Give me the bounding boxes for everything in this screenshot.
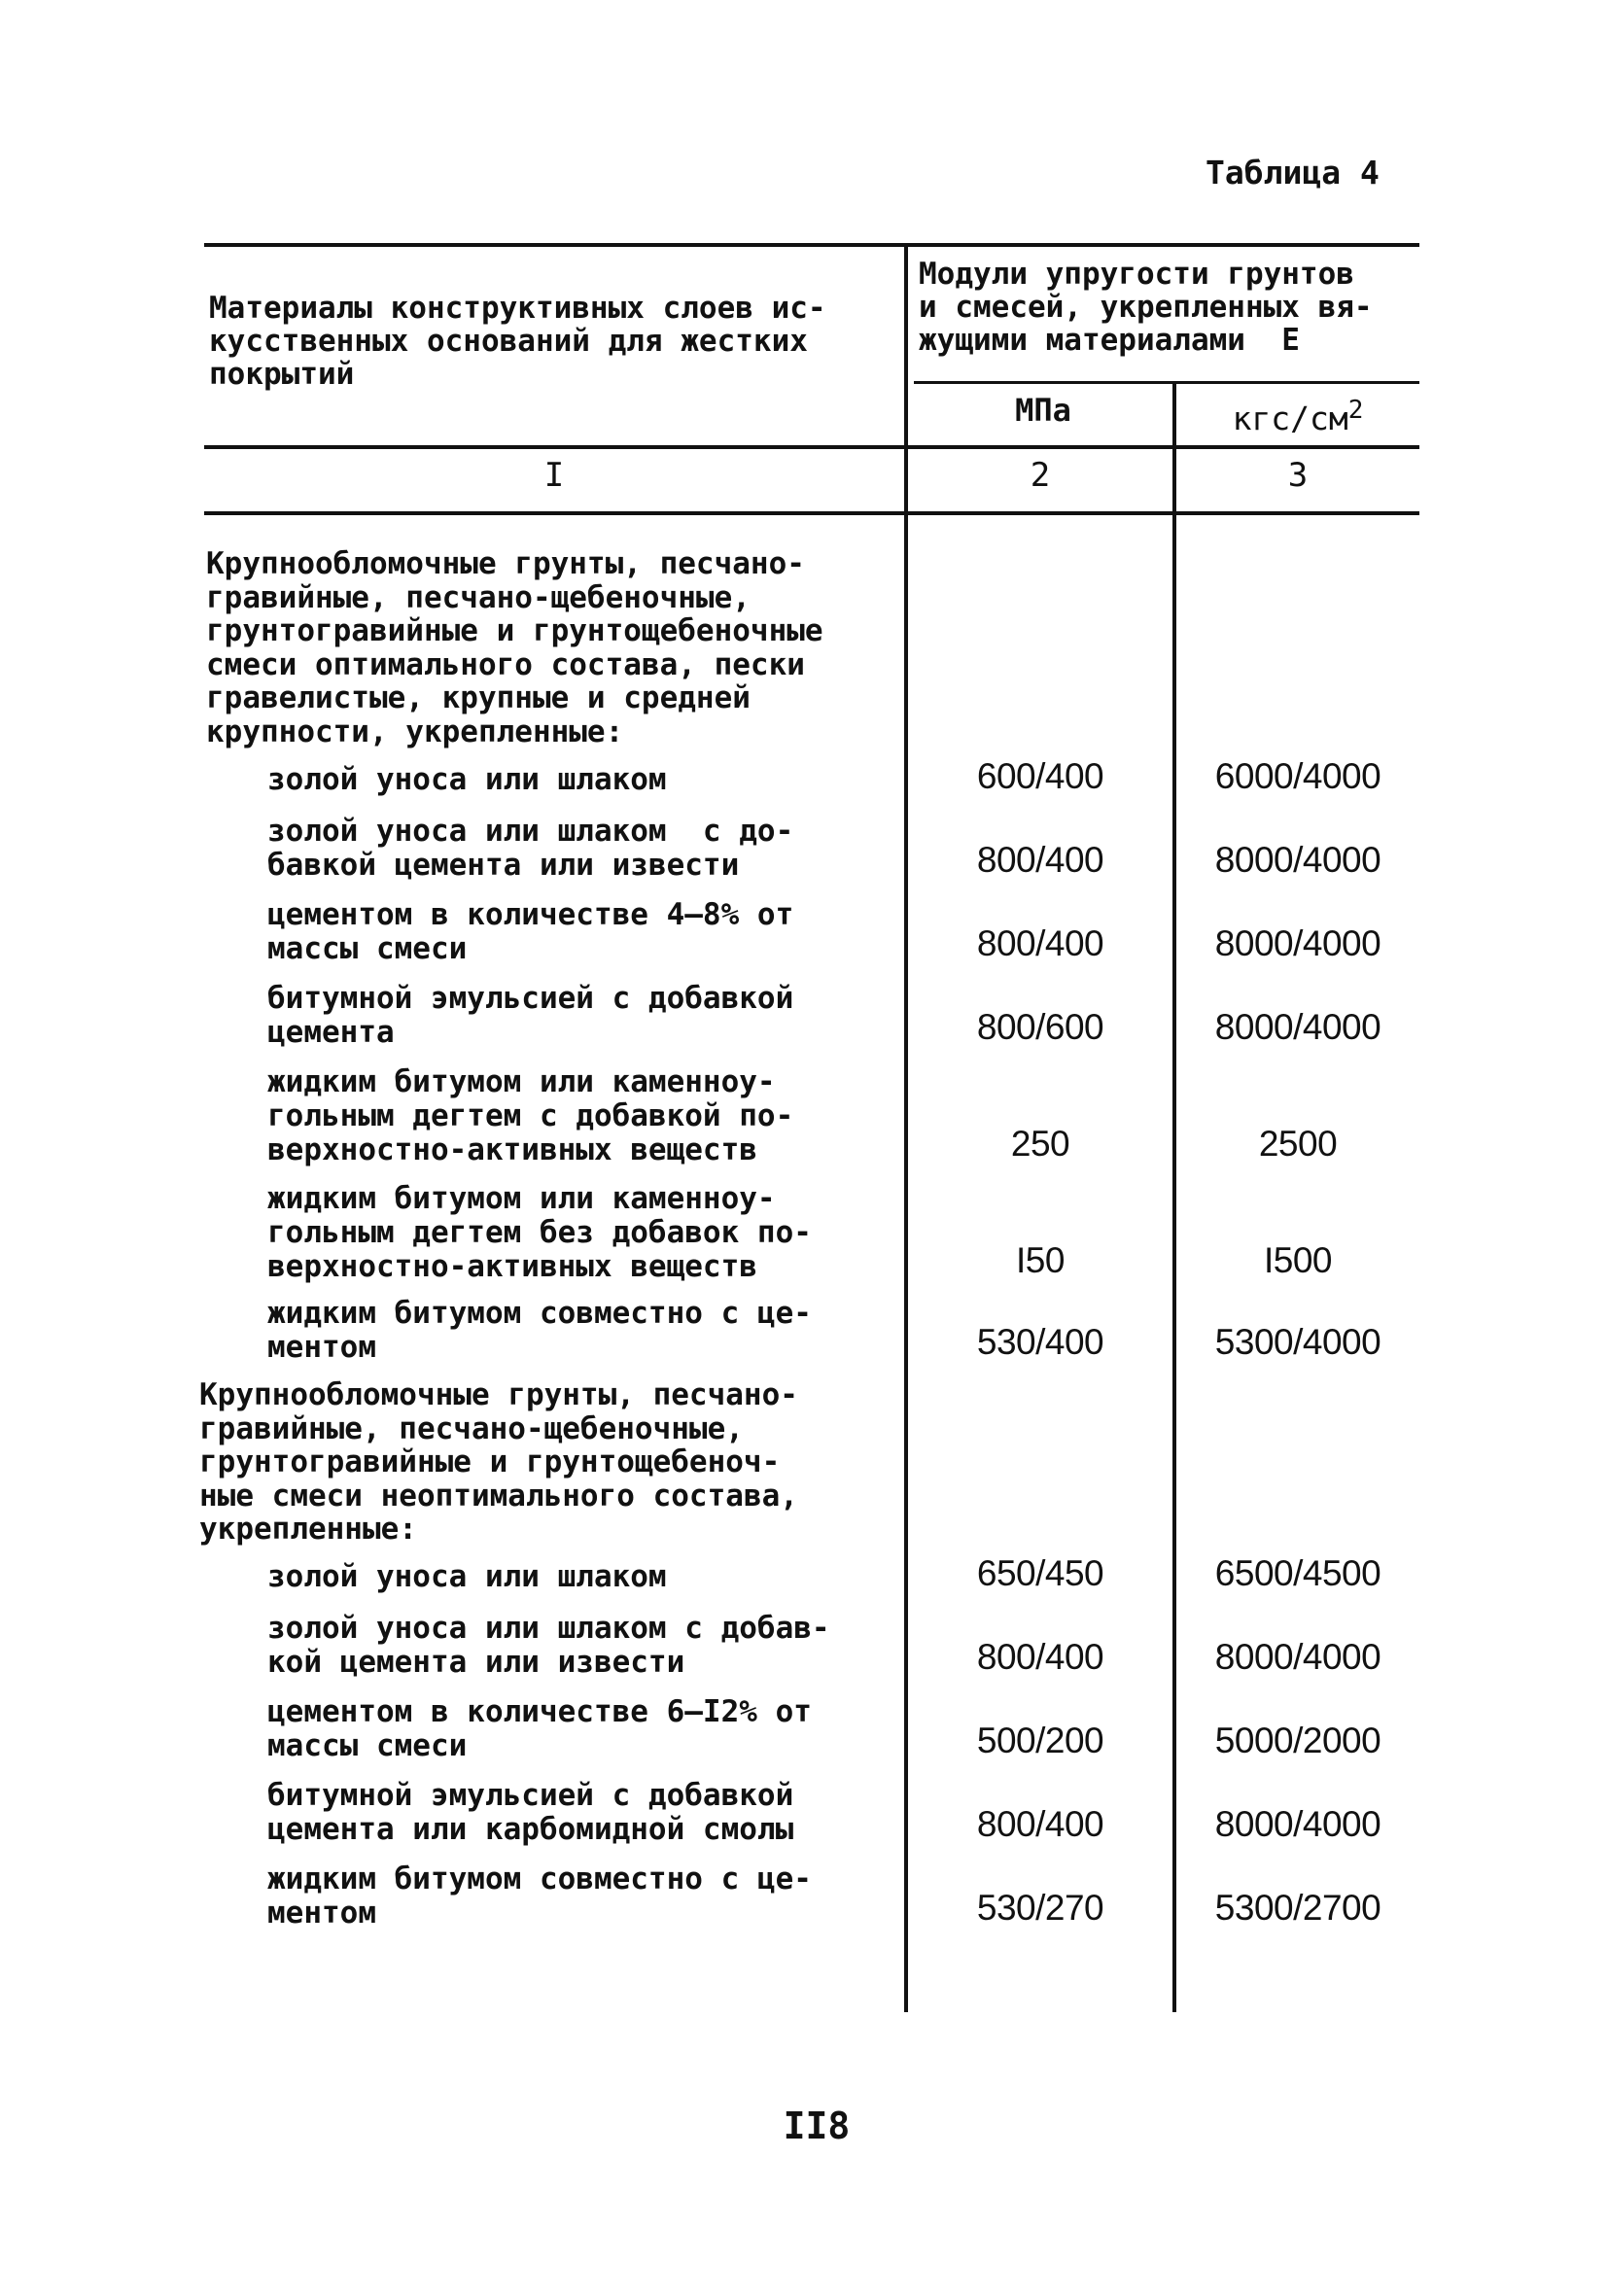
header-col1: Материалы конструктивных слоев ис- кусственных оснований для жестких покрытий bbox=[209, 291, 826, 392]
header-unit-kgs-sup: 2 bbox=[1347, 396, 1364, 425]
item-row-3-mpa: 800/400 bbox=[976, 923, 1104, 963]
item-row-10-kgs: 5000/2000 bbox=[1214, 1721, 1381, 1760]
item-row-6-mpa: I50 bbox=[1016, 1240, 1065, 1280]
item-row-12-mpa: 530/270 bbox=[976, 1888, 1104, 1928]
item-row-12-kgs: 5300/2700 bbox=[1214, 1888, 1381, 1928]
item-row-5-label: жидким битумом или каменноу- гольным дегтем с добавкой по- верхностно-активных веществ bbox=[267, 1064, 794, 1167]
item-row-9-label: золой уноса или шлаком с добав- кой цемента или извести bbox=[267, 1611, 830, 1680]
item-row-7-mpa: 530/400 bbox=[976, 1322, 1104, 1362]
item-row-11-kgs: 8000/4000 bbox=[1214, 1804, 1381, 1844]
item-row-1-kgs: 6000/4000 bbox=[1214, 756, 1381, 796]
item-row-5-kgs: 2500 bbox=[1258, 1124, 1338, 1164]
item-row-4-kgs: 8000/4000 bbox=[1214, 1007, 1381, 1047]
item-row-6-label: жидким битумом или каменноу- гольным дегтем без добавок по- верхностно-активных веществ bbox=[267, 1181, 812, 1284]
item-row-11-label: битумной эмульсией с добавкой цемента или карбомидной смолы bbox=[267, 1778, 794, 1847]
item-row-10-label: цементом в количестве 6–I2% от массы смеси bbox=[267, 1694, 812, 1763]
item-row-4-mpa: 800/600 bbox=[976, 1007, 1104, 1047]
item-row-8-label: золой уноса или шлаком bbox=[267, 1559, 667, 1594]
item-row-4-label: битумной эмульсией с добавкой цемента bbox=[267, 981, 794, 1050]
column-number-2: 2 bbox=[1030, 456, 1051, 495]
group-row-1: Крупнообломочные грунты, песчано- гравийные, песчано-щебеночные, грунтогравийные и грунтощебеночные смеси оптимального состава, пески гравелистые, крупные и средней крупности, укрепленные: bbox=[206, 546, 823, 749]
header-unit-rule bbox=[914, 381, 1419, 384]
item-row-3-label: цементом в количестве 4–8% от массы смеси bbox=[267, 897, 794, 966]
item-row-1-label: золой уноса или шлаком bbox=[267, 762, 667, 797]
numbers-bottom-rule bbox=[204, 511, 1419, 515]
page-number: II8 bbox=[783, 2105, 851, 2147]
header-group-title: Модули упругости грунтов и смесей, укрепленных вя- жущими материалами E bbox=[919, 257, 1373, 358]
item-row-3-kgs: 8000/4000 bbox=[1214, 923, 1381, 963]
item-row-8-mpa: 650/450 bbox=[976, 1553, 1104, 1593]
header-bottom-rule bbox=[204, 445, 1419, 449]
item-row-10-mpa: 500/200 bbox=[976, 1721, 1104, 1760]
header-unit-kgs-text: кгс/см bbox=[1232, 400, 1348, 437]
item-row-9-kgs: 8000/4000 bbox=[1214, 1637, 1381, 1677]
item-row-7-kgs: 5300/4000 bbox=[1214, 1322, 1381, 1362]
item-row-12-label: жидким битумом совместно с це- ментом bbox=[267, 1861, 812, 1931]
header-unit-kgs bbox=[1176, 394, 1419, 435]
table-label: Таблица 4 bbox=[1206, 154, 1380, 191]
item-row-7-label: жидким битумом совместно с це- ментом bbox=[267, 1296, 812, 1365]
column-divider-2 bbox=[1172, 381, 1176, 2012]
item-row-2-kgs: 8000/4000 bbox=[1214, 840, 1381, 880]
item-row-1-mpa: 600/400 bbox=[976, 756, 1104, 796]
item-row-11-mpa: 800/400 bbox=[976, 1804, 1104, 1844]
item-row-2-mpa: 800/400 bbox=[976, 840, 1104, 880]
item-row-5-mpa: 250 bbox=[1010, 1124, 1070, 1164]
group-row-2: Крупнообломочные грунты, песчано- гравийные, песчано-щебеночные, грунтогравийные и грунтощебеноч- ные смеси неоптимального состава, укрепленные: bbox=[199, 1377, 798, 1547]
column-number-1: I bbox=[543, 456, 565, 495]
item-row-2-label: золой уноса или шлаком с до- бавкой цемента или извести bbox=[267, 814, 794, 883]
item-row-9-mpa: 800/400 bbox=[976, 1637, 1104, 1677]
header-unit-mpa: МПа bbox=[1015, 392, 1071, 429]
column-number-3: 3 bbox=[1287, 456, 1309, 495]
item-row-6-kgs: I500 bbox=[1263, 1240, 1332, 1280]
item-row-8-kgs: 6500/4500 bbox=[1214, 1553, 1381, 1593]
table-top-rule bbox=[204, 243, 1419, 247]
